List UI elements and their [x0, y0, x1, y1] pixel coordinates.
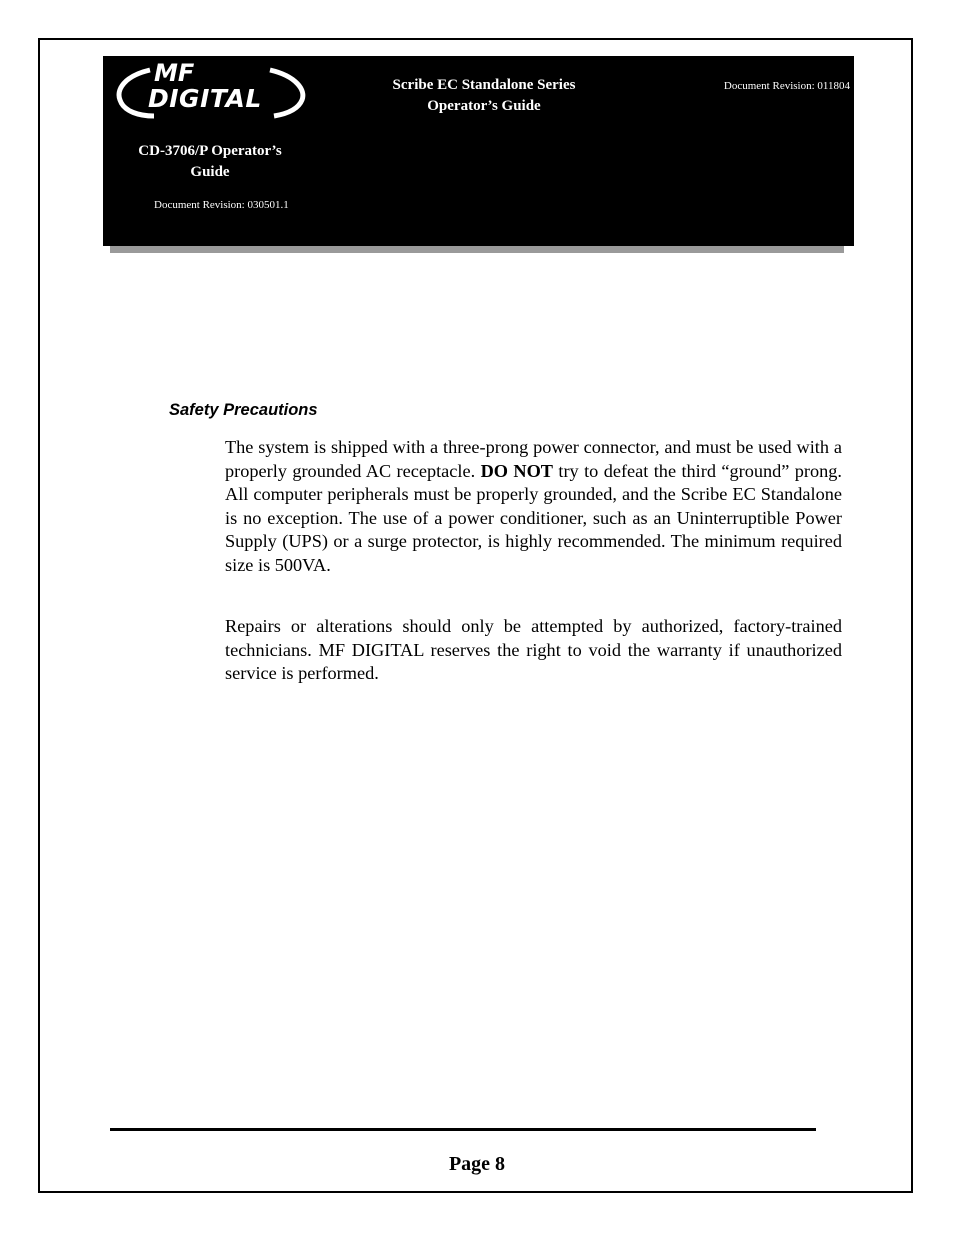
safety-paragraph-1 — [225, 436, 842, 578]
para1-text-start: The system is shipped with a three-prong power connector, and must be used with a properly grounded AC receptacle. — [225, 437, 842, 481]
model-guide-title — [112, 141, 308, 183]
mf-digital-logo — [110, 56, 308, 126]
page-number: Page 8 — [448, 1153, 506, 1175]
svg-text:DIGITAL: DIGITAL — [148, 84, 262, 113]
para1-text-end: try to defeat the third “ground” prong. All computer peripherals must be properly grounded, and the Scribe EC Standalone is no exception. The use of a power conditioner, such as an Uninterruptible Power Supply (UPS) or a surge protector, is highly recommended. The minimum required size is 500VA. — [225, 460, 842, 575]
document-revision-left: Document Revision: 030501.1 — [154, 199, 289, 211]
footer-rule — [110, 1128, 816, 1131]
para1-bold-warning: DO NOT — [480, 460, 553, 481]
section-heading: Safety Precautions — [169, 401, 318, 419]
guide-title: Operator’s Guide — [427, 98, 541, 114]
header-center-title — [360, 75, 608, 117]
svg-text:MF: MF — [154, 59, 195, 87]
safety-paragraph-2: Repairs or alterations should only be attempted by authorized, factory-trained technicians. MF DIGITAL reserves the right to void the warranty if unauthorized service is performed. — [225, 616, 842, 684]
series-title: Scribe EC Standalone Series — [392, 77, 576, 93]
model-title-line1: CD-3706/P Operator’s — [138, 143, 282, 159]
document-revision-right: Document Revision: 011804 — [723, 80, 850, 92]
model-title-line2: Guide — [190, 164, 230, 180]
